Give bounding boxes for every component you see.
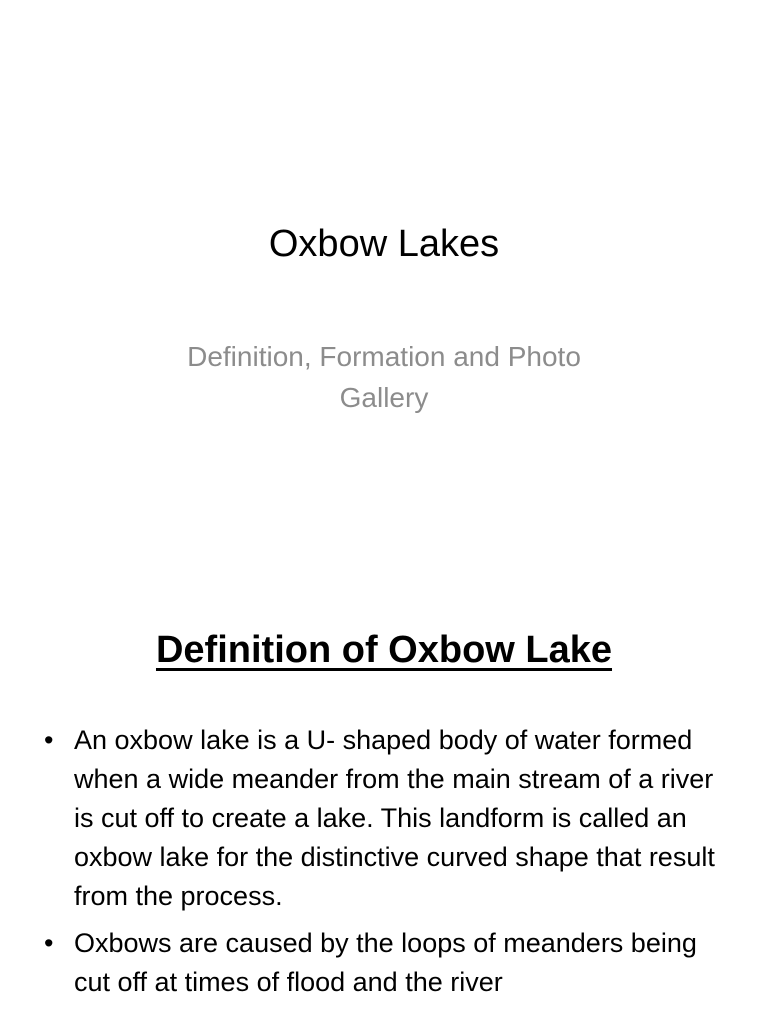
bullet-list	[44, 721, 734, 1010]
bullet-item	[44, 924, 734, 1002]
bullet-dot-icon: •	[44, 725, 54, 755]
definition-slide	[0, 576, 768, 1024]
bullet-dot-icon: •	[44, 928, 54, 958]
bullet-item	[44, 721, 734, 916]
bullet-text: Oxbows are caused by the loops of meanders being cut off at times of flood and the river	[74, 928, 697, 997]
slide-subtitle: Definition, Formation and Photo Gallery	[187, 341, 581, 413]
bullet-text: An oxbow lake is a U- shaped body of water formed when a wide meander from the main stream of a river is cut off to create a lake. This landform is called an oxbow lake for the distinctive curved shape that result from the process.	[74, 725, 715, 911]
slide-title: Oxbow Lakes	[268, 223, 500, 265]
definition-heading: Definition of Oxbow Lake	[155, 629, 613, 671]
